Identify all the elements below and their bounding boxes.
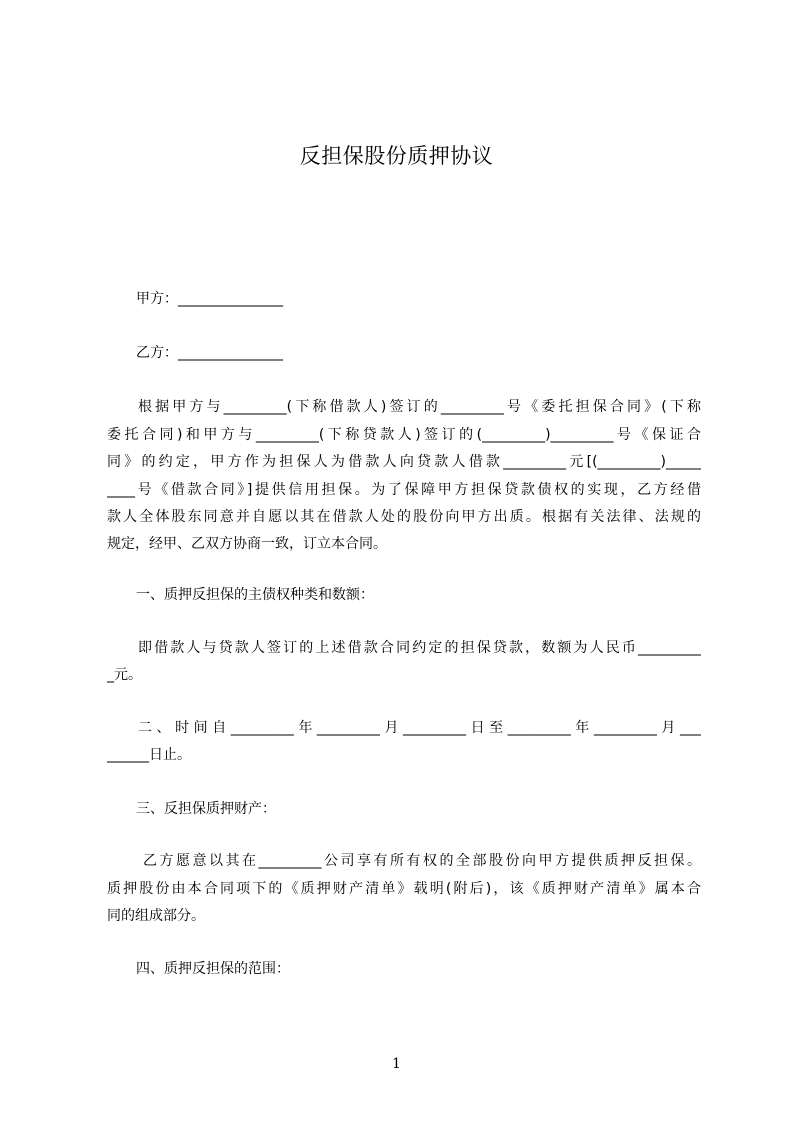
party-b-line: 乙方：_______________: [136, 345, 283, 361]
section-1-body-line: _元。: [107, 667, 142, 683]
document-title: 反担保股份质押协议: [299, 144, 494, 168]
section-3-body-line: 乙方愿意以其在_________公司享有所有权的全部股份向甲方提供质押反担保。: [143, 853, 701, 869]
preamble-line: 委托合同)和甲方与_________(下称贷款人)签订的(_________)_________号《保证合: [107, 427, 701, 443]
page-number: 1: [392, 1056, 401, 1072]
preamble-line: 规定，经甲、乙双方协商一致，订立本合同。: [107, 536, 387, 552]
section-3-body-line: 同的组成部分。: [107, 908, 205, 924]
section-3-heading: 三、反担保质押财产：: [136, 801, 276, 817]
section-1-body-line: 即借款人与贷款人签订的上述借款合同约定的担保贷款，数额为人民币_________: [138, 640, 701, 656]
section-2-line: ______日止。: [107, 747, 191, 763]
section-3-body-line: 质押股份由本合同项下的《质押财产清单》载明(附后)，该《质押财产清单》属本合: [107, 881, 701, 897]
section-1-heading: 一、质押反担保的主债权种类和数额：: [136, 587, 374, 603]
party-a-line: 甲方：_______________: [136, 291, 283, 307]
preamble-line: ____号《借款合同》]提供信用担保。为了保障甲方担保贷款债权的实现，乙方经借: [107, 482, 701, 498]
section-2-line: 二、时间自_________年_________月_________日至_________年_________月___: [138, 720, 701, 736]
section-4-heading: 四、质押反担保的范围：: [136, 961, 290, 977]
preamble-line: 同》的约定，甲方作为担保人为借款人向贷款人借款_________元[(_________)_____: [107, 454, 701, 470]
preamble-line: 根据甲方与_________(下称借款人)签订的_________号《委托担保合同》(下称: [138, 399, 701, 415]
preamble-line: 款人全体股东同意并自愿以其在借款人处的股份向甲方出质。根据有关法律、法规的: [107, 509, 701, 525]
